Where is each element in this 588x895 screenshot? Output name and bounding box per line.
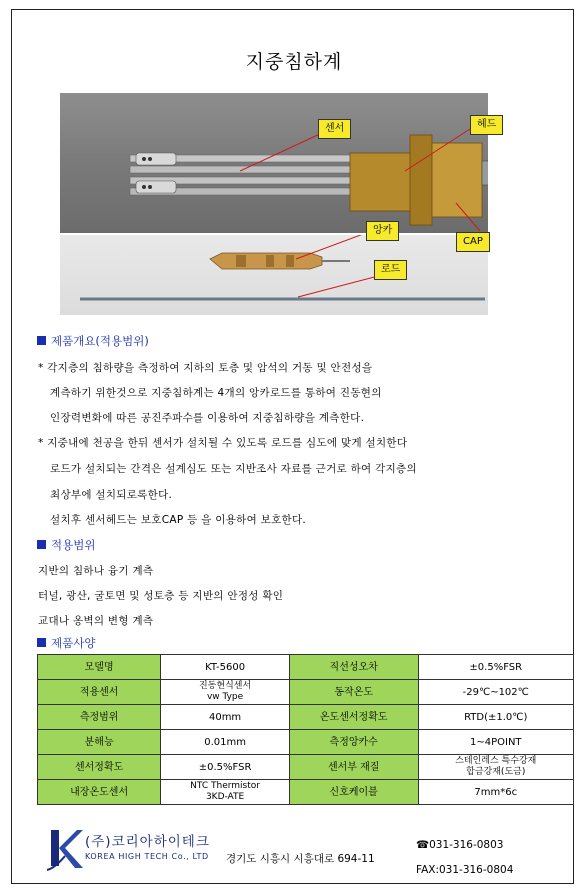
overview-line: 로드가 설치되는 간격은 설계심도 또는 지반조사 자료를 근거로 하여 각지층의 [50,463,417,475]
spec-cell-text: 측정앙카수 [329,736,378,748]
spec-cell-text: 합금강재(도금) [466,767,526,777]
spec-row [38,780,574,805]
spec-row [38,705,574,730]
spec-cell-text: NTC Thermistor [190,781,260,791]
spec-cell-text: 센서부 재질 [327,761,380,773]
spec-cell-text: 측정범위 [79,711,119,723]
spec-value-cell [418,655,573,680]
company-logo [45,826,85,876]
spec-value-cell [418,780,573,805]
spec-cell-text: 40mm [208,711,242,723]
bullet-square-icon [37,540,46,549]
applications-heading [37,537,95,553]
spec-cell-text: 분해능 [84,736,114,748]
callout-anchor: 앙카 [366,221,399,241]
company-name-korean: (주)코리아하이테크 [85,834,210,850]
spec-label-cell [289,755,418,780]
spec-label-cell [38,655,161,680]
spec-row [38,730,574,755]
callout-sensor: 센서 [318,119,351,139]
overview-line: 설치후 센서헤드는 보호CAP 등 을 이용하여 보호한다. [50,514,307,526]
spec-cell-text: 신호케이블 [329,786,378,798]
spec-value-cell [418,755,573,780]
callout-cap: CAP [456,232,490,252]
application-line: 지반의 침하나 융기 계측 [38,565,154,577]
spec-label-cell [38,680,161,705]
spec-label-cell [38,730,161,755]
spec-cell-text: 직선성오차 [329,661,378,673]
specs-heading-label: 제품사양 [51,636,96,650]
company-address: 경기도 시흥시 시흥대로 694-11 [226,853,375,865]
overview-line: 계측하기 위한것으로 지중침하계는 4개의 앙카로드를 통하여 진동현의 [50,387,382,399]
spec-label-cell [38,705,161,730]
spec-cell-text: RTD(±1.0℃) [464,711,528,723]
company-fax: FAX:031-316-0804 [416,864,514,876]
spec-row [38,755,574,780]
spec-cell-text: ±0.5%FSR [198,761,252,773]
overview-line: 최상부에 설치되로록한다. [50,489,173,501]
sensor-assembly-illustration [60,93,488,233]
spec-value-cell [161,655,290,680]
anchor-rod-illustration [60,235,488,315]
spec-label-cell [289,705,418,730]
spec-cell-text: 진동현식센서 [198,681,252,691]
application-line: 터널, 광산, 굴토면 및 성토층 등 지반의 안정성 확인 [38,590,284,602]
spec-cell-text: 0.01mm [204,736,246,748]
anchor-rod-photo [60,235,488,315]
kh-logo-icon [45,826,85,872]
spec-cell-text: -29℃~102℃ [462,686,529,698]
spec-value-cell [418,730,573,755]
overview-heading [37,333,149,349]
spec-cell-text: vw Type [206,692,244,702]
spec-label-cell [289,680,418,705]
spec-value-cell [418,680,573,705]
applications-heading-label: 적용범위 [51,538,96,552]
application-line: 교대나 옹벽의 변형 계측 [38,615,154,627]
spec-cell-text: 스테인레스 특수강재 [455,756,537,766]
spec-cell-text: 모델명 [84,661,114,673]
spec-value-cell [161,680,290,705]
spec-label-cell [289,730,418,755]
spec-label-cell [289,780,418,805]
spec-label-cell [38,780,161,805]
spec-cell-text: 동작온도 [334,686,374,698]
overview-heading-label: 제품개요(적용범위) [51,334,149,348]
overview-line: * 각지층의 침하량을 측정하여 지하의 토층 및 암석의 거동 및 안전성을 [38,362,373,374]
spec-cell-text: 내장온도센서 [70,786,129,798]
page-title: 지중침하계 [245,51,343,73]
overview-line: 인장력변화에 따른 공진주파수를 이용하여 지중침하량을 계측한다. [50,412,365,424]
bullet-square-icon [37,336,46,345]
spec-value-cell [161,705,290,730]
bullet-square-icon [37,638,46,647]
spec-cell-text: 3KD-ATE [205,792,245,802]
spec-value-cell [161,780,290,805]
spec-cell-text: 온도센서정확도 [319,711,388,723]
spec-cell-text: KT-5600 [205,661,246,673]
overview-line: * 지중내에 천공을 한뒤 센서가 설치될 수 있도록 로드를 심도에 맞게 설치한다 [38,437,408,449]
spec-value-cell [418,705,573,730]
spec-cell-text: ±0.5%FSR [469,661,523,673]
company-name-english: KOREA HIGH TECH Co., LTD [85,852,209,861]
product-photo [60,93,488,233]
spec-cell-text: 적용센서 [79,686,119,698]
callout-rod: 로드 [374,260,407,280]
spec-label-cell [289,655,418,680]
spec-value-cell [161,755,290,780]
callout-head: 헤드 [470,115,503,135]
spec-row [38,680,574,705]
company-tel: ☎031-316-0803 [416,839,504,851]
specs-heading [37,635,95,651]
spec-cell-text: 7mm*6c [474,786,518,798]
spec-table [37,654,574,805]
spec-cell-text: 1~4POINT [469,736,522,748]
spec-label-cell [38,755,161,780]
spec-row [38,655,574,680]
spec-cell-text: 센서정확도 [74,761,124,773]
spec-value-cell [161,730,290,755]
